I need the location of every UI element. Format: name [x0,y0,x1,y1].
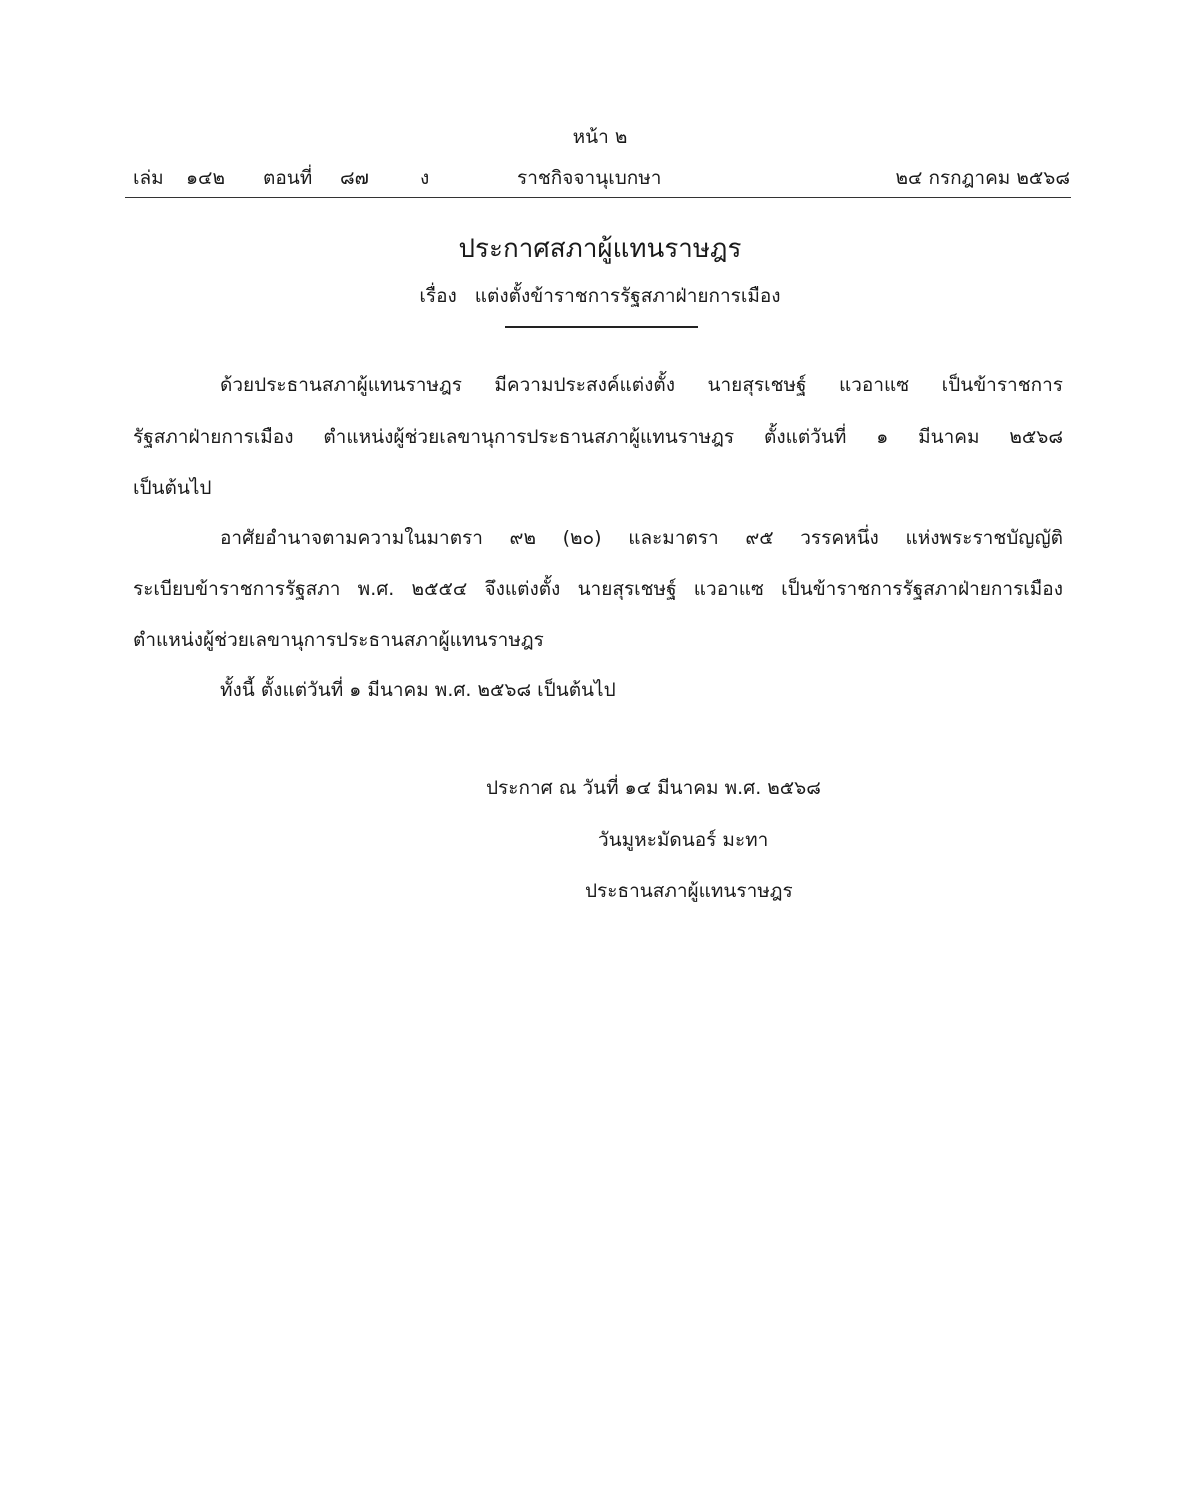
subject-label: เรื่อง [419,285,457,307]
announced-date: ประกาศ ณ วันที่ ๑๔ มีนาคม พ.ศ. ๒๕๖๘ [486,777,821,799]
title-divider [505,326,698,328]
body-line: รัฐสภาฝ่ายการเมือง ตำแหน่งผู้ช่วยเลขานุการประธานสภาผู้แทนราษฎร ตั้งแต่วันที่ ๑ มีนาคม ๒๕๖๘ [133,426,1063,448]
announcement-subject [0,281,1200,311]
section-code: ง [420,167,430,189]
volume-label: เล่ม [133,167,164,189]
body-line: ด้วยประธานสภาผู้แทนราษฎร มีความประสงค์แต่งตั้ง นายสุรเชษฐ์ แวอาแซ เป็นข้าราชการ [220,374,1063,396]
volume-number: ๑๔๒ [186,167,225,189]
signer-title: ประธานสภาผู้แทนราษฎร [585,880,793,902]
header-divider [125,197,1071,198]
body-line: อาศัยอำนาจตามความในมาตรา ๙๒ (๒๐) และมาตรา ๙๕ วรรคหนึ่ง แห่งพระราชบัญญัติ [220,527,1063,549]
signer-name: วันมูหะมัดนอร์ มะทา [598,829,769,851]
issue-number: ๘๗ [340,167,369,189]
body-line: ระเบียบข้าราชการรัฐสภา พ.ศ. ๒๕๕๔ จึงแต่งตั้ง นายสุรเชษฐ์ แวอาแซ เป็นข้าราชการรัฐสภาฝ่ายการเมือง [133,578,1063,600]
gazette-date: ๒๔ กรกฎาคม ๒๕๖๘ [895,167,1070,189]
body-line: ทั้งนี้ ตั้งแต่วันที่ ๑ มีนาคม พ.ศ. ๒๕๖๘ เป็นต้นไป [220,679,616,701]
gazette-name: ราชกิจจานุเบกษา [517,167,662,189]
issue-label: ตอนที่ [263,167,313,189]
body-line: ตำแหน่งผู้ช่วยเลขานุการประธานสภาผู้แทนราษฎร [133,629,544,651]
subject-text: แต่งตั้งข้าราชการรัฐสภาฝ่ายการเมือง [474,285,781,307]
announcement-title: ประกาศสภาผู้แทนราษฎร [458,234,742,264]
body-line: เป็นต้นไป [133,477,212,499]
page-number: หน้า ๒ [572,126,628,148]
